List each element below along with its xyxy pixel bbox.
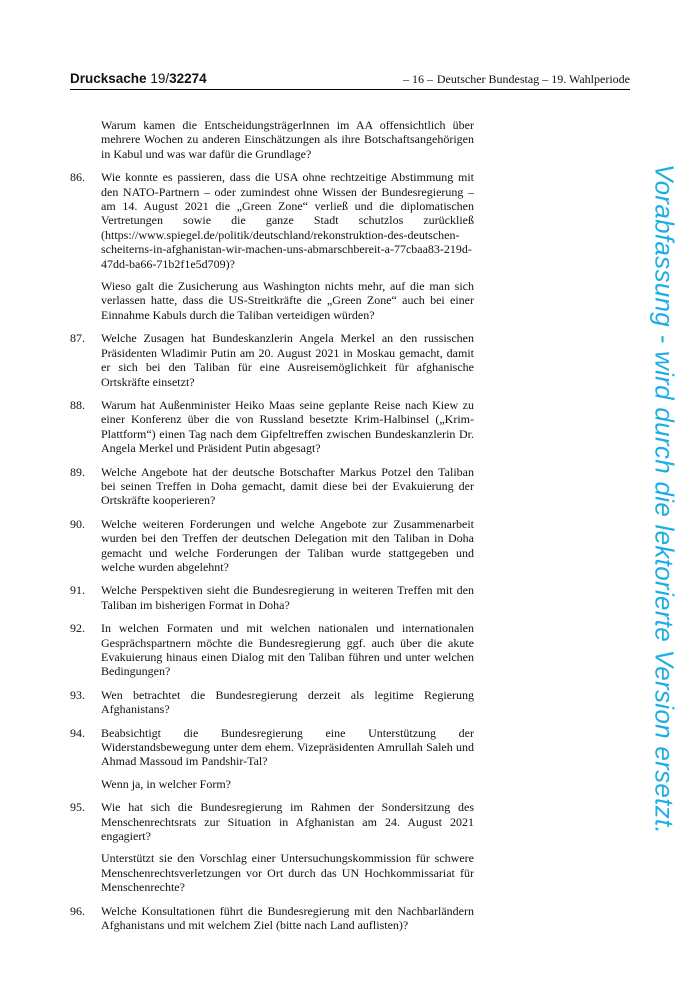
question-paragraph: Welche Zusagen hat Bundeskanzlerin Angela Merkel an den russischen Präsidenten Wladimir Putin am 20. August 2021 in Moskau gemacht, damit er sich bei den Taliban für eine Ausreisemöglichkeit für afghanische Ortskräfte einsetzt? (101, 331, 474, 389)
question-paragraph: Wen betrachtet die Bundesregierung derzeit als legitime Regierung Afghanistans? (101, 687, 474, 717)
continued-paragraph (101, 118, 474, 161)
question-item (70, 800, 474, 894)
question-number: 94. (70, 725, 85, 740)
question-item (70, 331, 474, 389)
question-text (101, 331, 474, 389)
paragraph: Warum kamen die EntscheidungsträgerInnen im AA offensichtlich über mehrere Wochen zu anderen Einschätzungen als ihre Botschaftsangehörigen in Kabul und was war dafür die Grundlage? (101, 118, 474, 161)
question-item (70, 904, 474, 933)
question-number: 91. (70, 583, 85, 598)
drucksache-number: 19/32274 (150, 71, 207, 86)
question-number: 88. (70, 397, 85, 412)
question-number: 96. (70, 903, 85, 918)
question-paragraph: Welche Konsultationen führt die Bundesregierung mit den Nachbarländern Afghanistans und mit welchem Ziel (bitte nach Land auflisten)? (101, 903, 474, 933)
question-paragraph: Wie hat sich die Bundesregierung im Rahmen der Sondersitzung des Menschenrechtsrats zur Situation in Afghanistan am 24. August 2021 engagiert? (101, 800, 474, 844)
question-number: 86. (70, 170, 85, 185)
question-paragraph: Wie konnte es passieren, dass die USA ohne rechtzeitige Abstimmung mit den NATO-Partnern – oder zumindest ohne Wissen der Bundesregierung – am 14. August 2021 die „Green Zone“ verließ und die diplomatischen Vertretungen sowie die ganze Stadt schutzlos zurückließ (https://www.spiegel.de/politik/deutschland/rekonstruktion-des-deutschen-scheiterns-in-afghanistan-wir-machen-uns-abmarschbereit-a-77cbaa83-219d-47dd-ba66-71b2f1e5d709)? (101, 170, 474, 271)
draft-watermark: Vorabfassung - wird durch die lektorierte Version ersetzt. (649, 163, 680, 835)
question-list (70, 170, 474, 932)
question-text (101, 398, 474, 456)
question-paragraph: Warum hat Außenminister Heiko Maas seine geplante Reise nach Kiew zu einer Konferenz über die von Russland besetzte Krim-Halbinsel („Krim-Plattform“) einen Tag nach dem Gipfeltreffen zwischen Bundeskanzlerin Dr. Angela Merkel und Präsident Putin abgesagt? (101, 397, 474, 456)
question-text (101, 688, 474, 717)
question-text (101, 517, 474, 575)
question-paragraph: Beabsichtigt die Bundesregierung eine Unterstützung der Widerstandsbewegung unter dem ehem. Vizepräsidenten Amrullah Saleh und Ahmad Massoud im Pandshir-Tal? (101, 725, 474, 769)
question-text (101, 170, 474, 322)
question-followup-paragraph: Wieso galt die Zusicherung aus Washington nichts mehr, auf die man sich verlassen hatte, dass die US-Streitkräfte die „Green Zone“ auch bei einer Einnahme Kabuls durch die Taliban verteidigen würden? (101, 279, 474, 322)
question-number: 87. (70, 331, 85, 346)
question-text (101, 583, 474, 612)
question-paragraph: Welche Perspektiven sieht die Bundesregierung in weiteren Treffen mit den Taliban im bisherigen Format in Doha? (101, 583, 474, 612)
question-item (70, 465, 474, 508)
question-followup-paragraph: Wenn ja, in welcher Form? (101, 776, 231, 791)
question-item (70, 517, 474, 575)
question-paragraph: Welche weiteren Forderungen und welche Angebote zur Zusammenarbeit wurden bei den Treffen der deutschen Delegation mit den Taliban in Doha gemacht und welche Forderungen der Taliban wurde stattgegeben und welche wurden abgelehnt? (101, 516, 474, 574)
question-followup-paragraph: Unterstützt sie den Vorschlag einer Untersuchungskommission für schwere Menschenrechtsverletzungen vor Ort durch das UN Hochkommissariat für Menschenrechte? (101, 851, 474, 895)
question-number: 90. (70, 516, 85, 531)
question-item (70, 170, 474, 322)
page-number: – 16 – (403, 72, 433, 86)
question-text (101, 904, 474, 933)
question-item (70, 398, 474, 456)
question-item (70, 726, 474, 792)
question-paragraph: In welchen Formaten und mit welchen nationalen und internationalen Gesprächspartnern möchte die Bundesregierung ggf. auch über die akute Evakuierung hinaus einen Dialog mit den Taliban führen und unter welchen Bedingungen? (101, 621, 474, 679)
question-text (101, 800, 474, 894)
question-item (70, 583, 474, 612)
question-paragraph: Welche Angebote hat der deutsche Botschafter Markus Potzel den Taliban bei seinen Treffen in Doha gemacht, damit diese bei der Evakuierung der Ortskräfte kooperieren? (101, 464, 474, 508)
institution-label: Deutscher Bundestag – 19. Wahlperiode (436, 72, 630, 86)
drucksache-id (70, 71, 207, 86)
question-number: 89. (70, 464, 85, 479)
question-text (101, 465, 474, 508)
page-header (70, 71, 630, 90)
question-number: 93. (70, 687, 85, 702)
drucksache-label: Drucksache (70, 71, 147, 86)
question-item (70, 621, 474, 679)
question-item (70, 688, 474, 717)
question-number: 92. (70, 621, 85, 636)
question-number: 95. (70, 800, 85, 815)
question-text (101, 726, 474, 792)
document-body (70, 118, 474, 942)
question-text (101, 621, 474, 679)
